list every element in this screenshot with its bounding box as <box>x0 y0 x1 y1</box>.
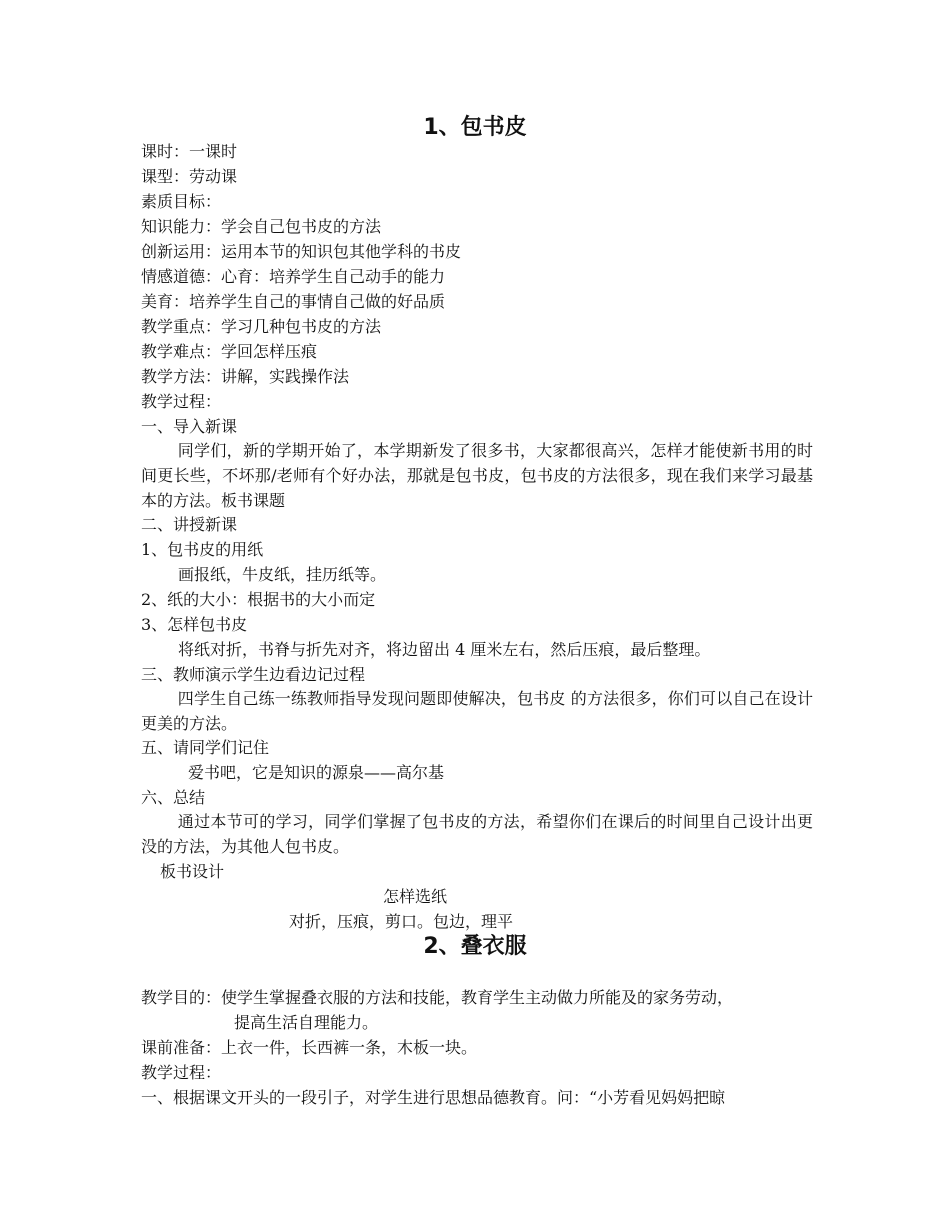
key-point-line: 教学重点：学习几种包书皮的方法 <box>141 317 382 336</box>
section2-heading: 二、讲授新课 <box>141 515 238 534</box>
difficulty-line: 教学难点：学回怎样压痕 <box>141 342 318 361</box>
item2-line: 2、纸的大小：根据书的大小而定 <box>141 590 376 609</box>
objective-text: 使学生掌握叠衣服的方法和技能，教育学生主动做力所能及的家务劳动， <box>221 988 734 1007</box>
lesson1-title: 1、包书皮 <box>423 115 527 140</box>
section6-heading: 六、总结 <box>141 788 206 807</box>
objective-continuation: 提高生活自理能力。 <box>234 1013 379 1032</box>
item3-heading: 3、怎样包书皮 <box>141 615 248 634</box>
aesthetic-line: 美育：培养学生自己的事情自己做的好品质 <box>141 292 446 311</box>
section1-heading: 一、导入新课 <box>141 417 238 436</box>
board-design-label: 板书设计 <box>160 862 225 881</box>
item1-body: 画报纸，牛皮纸，挂历纸等。 <box>178 565 387 584</box>
board-line-2: 对折，压痕，剪口。包边，理平 <box>289 912 514 931</box>
preparation-line: 课前准备：上衣一件，长西裤一条，木板一块。 <box>141 1038 478 1057</box>
section3-heading: 三、教师演示学生边看边记过程 <box>141 665 366 684</box>
lesson-type-line: 课型：劳动课 <box>141 167 238 186</box>
quality-goal-line: 素质目标： <box>141 192 222 211</box>
board-line-1: 怎样选纸 <box>383 887 448 906</box>
section6-paragraph: 通过本节可的学习，同学们掌握了包书皮的方法，希望你们在课后的时间里自己设计出更没的方法，为其他人包书皮。 <box>141 812 813 856</box>
knowledge-ability-line: 知识能力：学会自己包书皮的方法 <box>141 217 382 236</box>
process-heading: 教学过程： <box>141 392 222 411</box>
emotion-line: 情感道德：心育：培养学生自己动手的能力 <box>141 267 446 286</box>
method-line: 教学方法：讲解，实践操作法 <box>141 367 350 386</box>
intro-paragraph: 同学们，新的学期开始了，本学期新发了很多书，大家都很高兴，怎样才能使新书用的时间更长些，不坏那/老师有个好办法，那就是包书皮，包书皮的方法很多，现在我们来学习最基本的方法。板书课题 <box>141 441 813 510</box>
section5-heading: 五、请同学们记住 <box>141 738 270 757</box>
step1-line: 一、根据课文开头的一段引子，对学生进行思想品德教育。问：“小芳看见妈妈把晾 <box>141 1088 726 1107</box>
lesson-hours-line: 课时：一课时 <box>141 142 238 161</box>
innovation-line: 创新运用：运用本节的知识包其他学科的书皮 <box>141 242 462 261</box>
objective-line <box>141 985 813 1010</box>
lesson2-title: 2、叠衣服 <box>423 934 527 959</box>
item3-body: 将纸对折，书脊与折先对齐，将边留出 4 厘米左右，然后压痕，最后整理。 <box>178 640 711 659</box>
section3-paragraph: 四学生自己练一练教师指导发现问题即使解决，包书皮 的方法很多，你们可以自己在设计更美的方法。 <box>141 689 813 733</box>
section5-quote: 爱书吧，它是知识的源泉——高尔基 <box>188 763 445 782</box>
lesson2-process-heading: 教学过程： <box>141 1063 222 1082</box>
objective-label: 教学目的： <box>141 988 222 1007</box>
item1-heading: 1、包书皮的用纸 <box>141 540 264 559</box>
